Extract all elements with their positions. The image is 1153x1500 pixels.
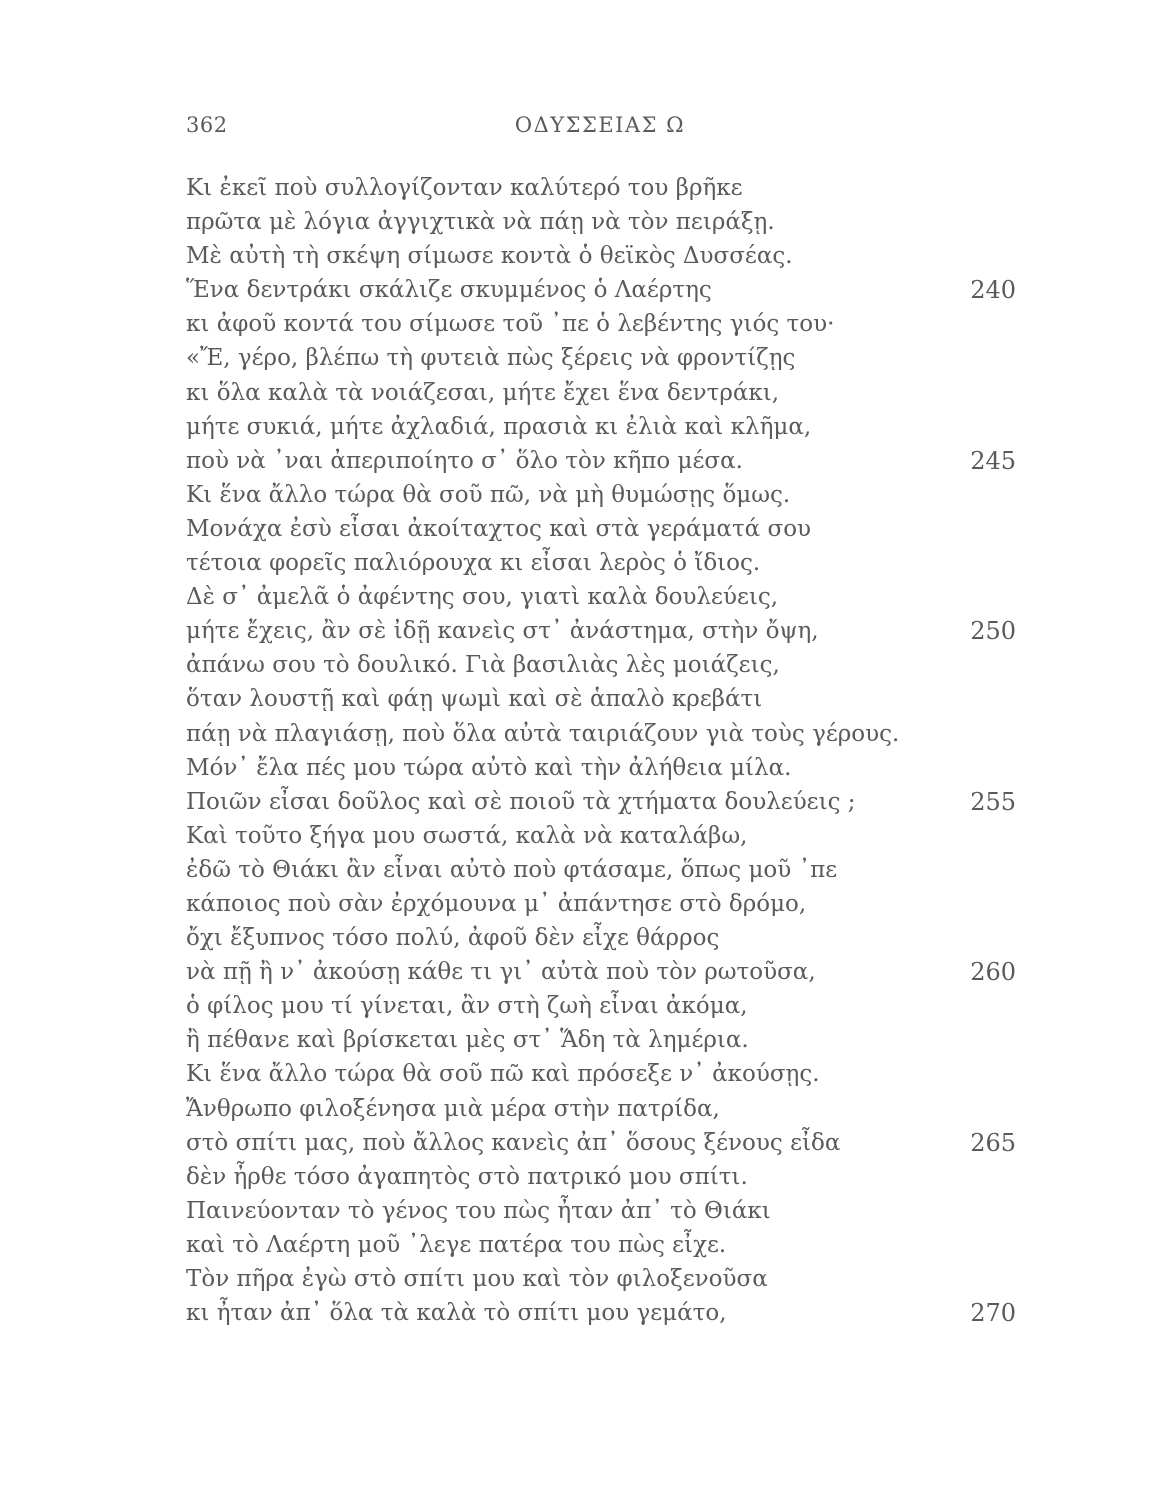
verse-line — [186, 376, 1016, 410]
verse-text: Μόν᾽ ἔλα πές μου τώρα αὐτὸ καὶ τὴν ἀλήθεια μίλα. — [186, 754, 792, 781]
line-number: 260 — [970, 958, 1016, 987]
verse-line — [186, 171, 1016, 205]
verse-line — [186, 989, 1016, 1023]
page-number: 362 — [186, 113, 228, 137]
verse-line — [186, 751, 1016, 785]
verse-text: κι ἀφοῦ κοντά του σίμωσε τοῦ ᾽πε ὁ λεβέντης γιός του· — [186, 311, 835, 338]
verse-line — [186, 1023, 1016, 1057]
running-head — [186, 113, 1014, 143]
verse-text: ὄχι ἔξυπνος τόσο πολύ, ἀφοῦ δὲν εἶχε θάρρος — [186, 925, 720, 952]
verse-text: Κι ἐκεῖ ποὺ συλλογίζονταν καλύτερό του βρῆκε — [186, 175, 743, 201]
line-number: 265 — [970, 1128, 1016, 1157]
verse-line — [186, 682, 1016, 716]
verse-text: Ἄνθρωπο φιλοξένησα μιὰ μέρα στὴν πατρίδα, — [186, 1095, 720, 1122]
verse-line — [186, 887, 1016, 921]
verse-line — [186, 648, 1016, 682]
verse-text: Κι ἕνα ἄλλο τώρα θὰ σοῦ πῶ, νὰ μὴ θυμώσῃς ὅμως. — [186, 481, 791, 508]
verse-line — [186, 341, 1016, 375]
verse-line — [186, 819, 1016, 853]
verse-text: ὅταν λουστῇ καὶ φάῃ ψωμὶ καὶ σὲ ἁπαλὸ κρεβάτι — [186, 686, 763, 713]
verse-text: κι ὅλα καλὰ τὰ νοιάζεσαι, μήτε ἔχει ἕνα δεντράκι, — [186, 379, 780, 406]
verse-text: ἐδῶ τὸ Θιάκι ἂν εἶναι αὐτὸ ποὺ φτάσαμε, ὅπως μοῦ ᾽πε — [186, 856, 838, 883]
verse-text: καὶ τὸ Λαέρτη μοῦ ᾽λεγε πατέρα του πὼς εἶχε. — [186, 1231, 727, 1258]
verse-text: δὲν ἦρθε τόσο ἀγαπητὸς στὸ πατρικό μου σπίτι. — [186, 1163, 748, 1190]
verse-text: Καὶ τοῦτο ξήγα μου σωστά, καλὰ νὰ καταλάβω, — [186, 822, 748, 849]
verse-line — [186, 273, 1016, 307]
verse-line — [186, 444, 1016, 478]
verse-line — [186, 580, 1016, 614]
verse-text: μήτε συκιά, μήτε ἀχλαδιά, πρασιὰ κι ἐλιὰ καὶ κλῆμα, — [186, 413, 812, 440]
book-title: ΟΔΥΣΣΕΙΑΣ Ω — [514, 113, 686, 137]
verse-text: «Ἔ, γέρο, βλέπω τὴ φυτειὰ πὼς ξέρεις νὰ φροντίζῃς — [186, 345, 796, 372]
verse-text: πρῶτα μὲ λόγια ἀγγιχτικὰ νὰ πάῃ νὰ τὸν πειράξῃ. — [186, 209, 775, 236]
verse-text: κι ἦταν ἀπ᾽ ὅλα τὰ καλὰ τὸ σπίτι μου γεμάτο, — [186, 1300, 727, 1327]
verse-line — [186, 478, 1016, 512]
verse-line — [186, 546, 1016, 580]
verse-line — [186, 307, 1016, 341]
verse-text: Μὲ αὐτὴ τὴ σκέψη σίμωσε κοντὰ ὁ θεϊκὸς Δυσσέας. — [186, 243, 793, 270]
verse-text: Ποιῶν εἶσαι δοῦλος καὶ σὲ ποιοῦ τὰ χτήματα δουλεύεις ; — [186, 788, 856, 815]
verse-text: στὸ σπίτι μας, ποὺ ἄλλος κανεὶς ἀπ᾽ ὅσους ξένους εἶδα — [186, 1129, 841, 1156]
line-number: 255 — [970, 787, 1016, 816]
verse-text: μήτε ἔχεις, ἂν σὲ ἰδῇ κανεὶς στ᾽ ἀνάστημα, στὴν ὄψη, — [186, 618, 819, 645]
verse-line — [186, 1126, 1016, 1160]
verse-line — [186, 921, 1016, 955]
verse-line — [186, 614, 1016, 648]
verse-text: Ἕνα δεντράκι σκάλιζε σκυμμένος ὁ Λαέρτης — [186, 277, 712, 304]
verse-line — [186, 1296, 1016, 1330]
verse-line — [186, 1160, 1016, 1194]
verse-line — [186, 955, 1016, 989]
verse-line — [186, 717, 1016, 751]
verse-text: Τὸν πῆρα ἐγὼ στὸ σπίτι μου καὶ τὸν φιλοξενοῦσα — [186, 1266, 768, 1292]
verse-text: νὰ πῇ ἢ ν᾽ ἀκούσῃ κάθε τι γι᾽ αὐτὰ ποὺ τὸν ρωτοῦσα, — [186, 959, 816, 986]
verse-text: κάποιος ποὺ σὰν ἐρχόμουνα μ᾽ ἀπάντησε στὸ δρόμο, — [186, 890, 807, 917]
verse-line — [186, 205, 1016, 239]
verse-text: τέτοια φορεῖς παλιόρουχα κι εἶσαι λερὸς ὁ ἴδιος. — [186, 550, 761, 577]
verse-line — [186, 785, 1016, 819]
verse-line — [186, 1228, 1016, 1262]
verse-block — [186, 171, 1016, 1330]
verse-line — [186, 1092, 1016, 1126]
verse-text: ἀπάνω σου τὸ δουλικό. Γιὰ βασιλιὰς λὲς μοιάζεις, — [186, 652, 780, 679]
verse-text: Μονάχα ἐσὺ εἶσαι ἀκοίταχτος καὶ στὰ γεράματά σου — [186, 515, 812, 542]
verse-text: πάῃ νὰ πλαγιάσῃ, ποὺ ὅλα αὐτὰ ταιριάζουν γιὰ τοὺς γέρους. — [186, 720, 900, 747]
verse-text: ποὺ νὰ ᾽ναι ἀπεριποίητο σ᾽ ὅλο τὸν κῆπο μέσα. — [186, 447, 743, 474]
line-number: 250 — [970, 617, 1016, 646]
verse-line — [186, 239, 1016, 273]
verse-line — [186, 1194, 1016, 1228]
verse-line — [186, 1057, 1016, 1091]
verse-text: ἢ πέθανε καὶ βρίσκεται μὲς στ᾽ Ἅδη τὰ λημέρια. — [186, 1027, 749, 1054]
verse-line — [186, 1262, 1016, 1296]
verse-text: Κι ἕνα ἄλλο τώρα θὰ σοῦ πῶ καὶ πρόσεξε ν᾽ ἀκούσῃς. — [186, 1061, 820, 1088]
verse-line — [186, 853, 1016, 887]
verse-text: Παινεύονταν τὸ γένος του πὼς ἦταν ἀπ᾽ τὸ Θιάκι — [186, 1197, 771, 1224]
verse-text: ὁ φίλος μου τί γίνεται, ἂν στὴ ζωὴ εἶναι ἀκόμα, — [186, 993, 748, 1020]
line-number: 240 — [970, 276, 1016, 305]
verse-text: Δὲ σ᾽ ἀμελᾶ ὁ ἀφέντης σου, γιατὶ καλὰ δουλεύεις, — [186, 584, 779, 611]
verse-line — [186, 512, 1016, 546]
line-number: 245 — [970, 446, 1016, 475]
line-number: 270 — [970, 1299, 1016, 1328]
verse-line — [186, 410, 1016, 444]
